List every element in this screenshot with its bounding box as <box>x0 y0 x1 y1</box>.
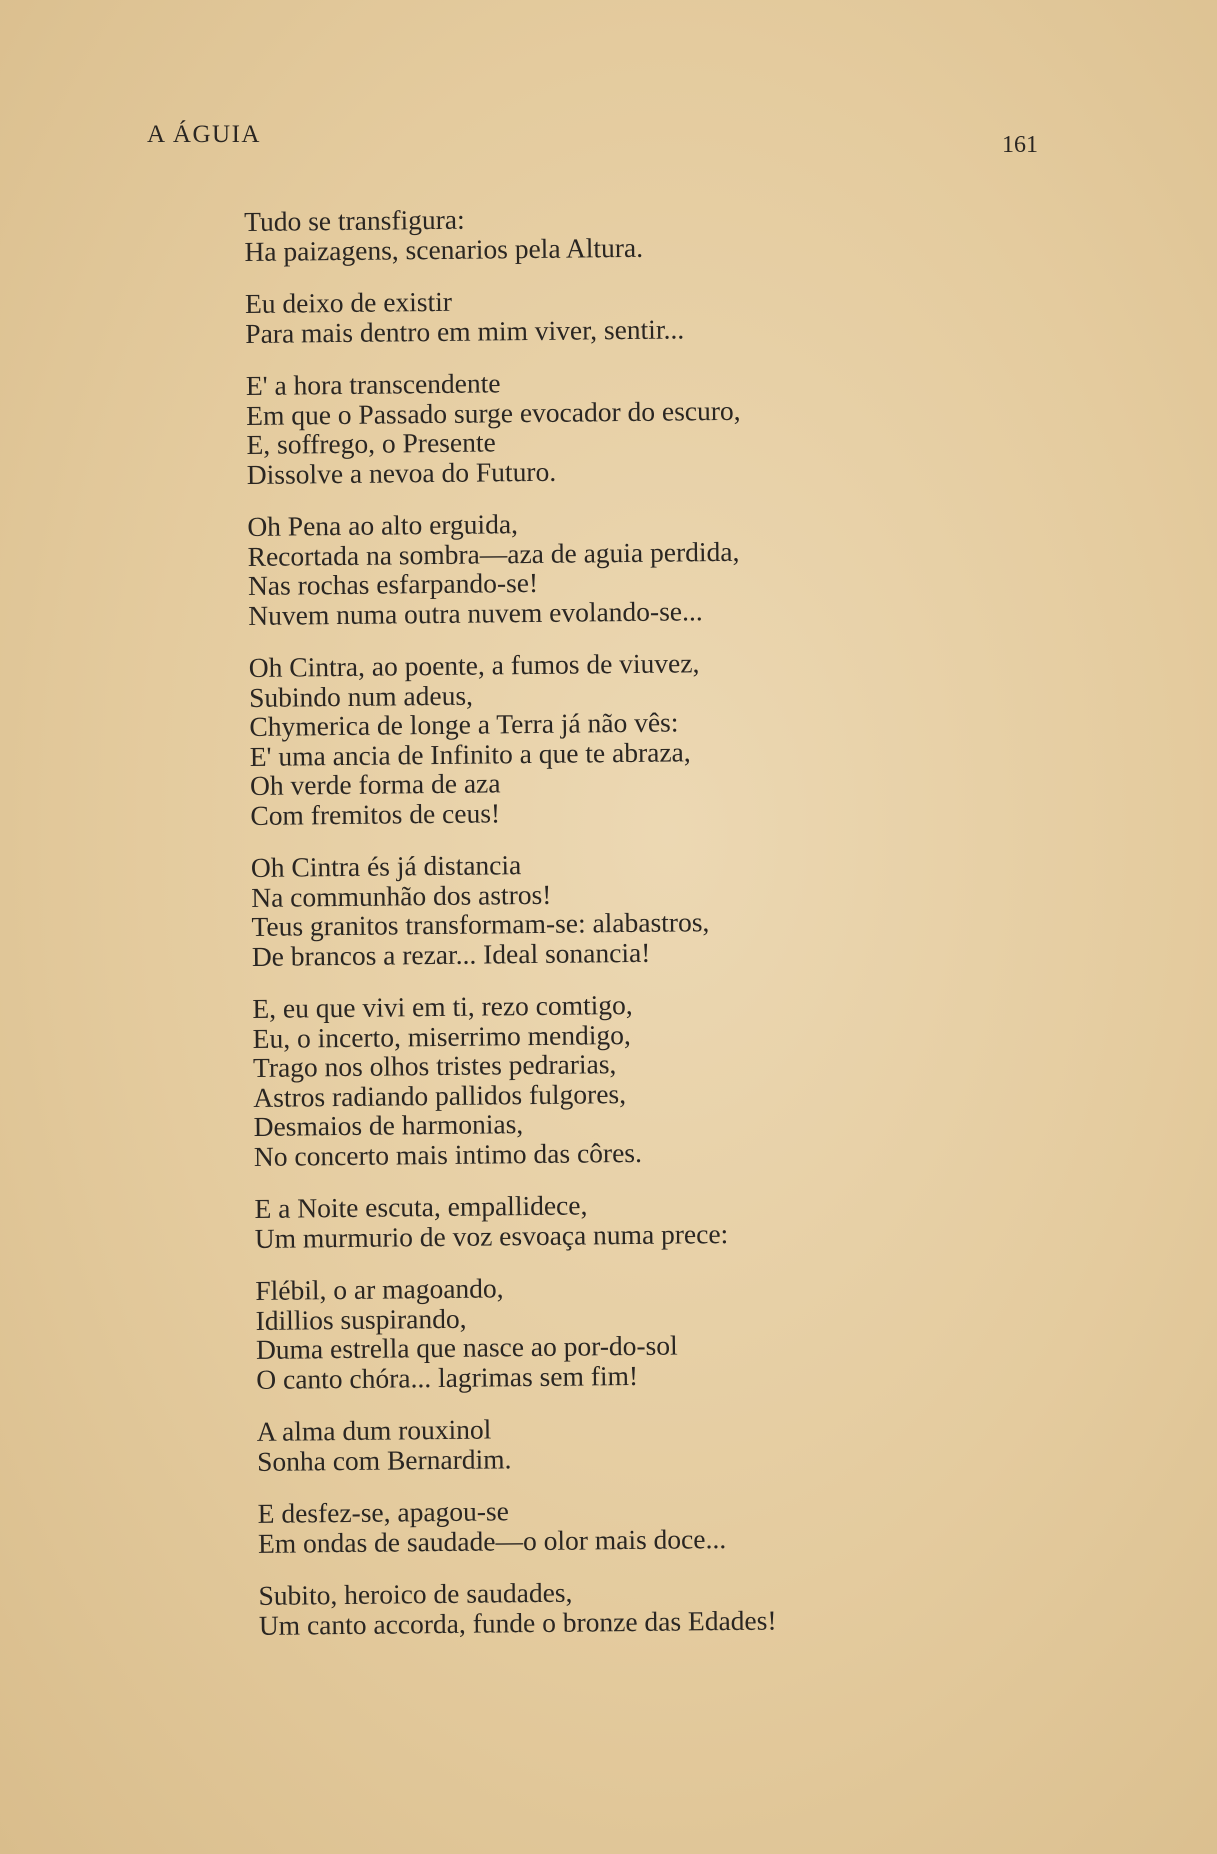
poem-line: Para mais dentro em mim viver, sentir... <box>245 312 685 349</box>
poem-line: Dissolve a nevoa do Futuro. <box>246 455 557 490</box>
poem-line: Sonha com Bernardim. <box>256 1442 512 1477</box>
stanza <box>255 1267 1156 1394</box>
poem-line: Astros radiando pallidos fulgores, <box>253 1077 627 1113</box>
stanza <box>258 1572 1159 1640</box>
poem-line: Oh Pena ao alto erguida, <box>247 508 519 542</box>
poem-line: Idillios suspirando, <box>255 1302 467 1336</box>
poem-line: O canto chóra... lagrimas sem fim! <box>256 1359 639 1395</box>
stanza <box>251 844 1152 971</box>
stanza <box>254 1185 1155 1253</box>
poem-line: Subito, heroico de saudades, <box>258 1576 573 1611</box>
poem-line: Em que o Passado surge evocador do escuro, <box>246 394 741 431</box>
poem-line: E, soffrego, o Presente <box>246 426 496 460</box>
running-header-title: A ÁGUIA <box>147 121 261 148</box>
poem-line: E' a hora transcendente <box>245 367 501 401</box>
poem-line: Um canto accorda, funde o bronze das Edades! <box>258 1604 777 1641</box>
poem-line: Recortada na sombra—aza de aguia perdida, <box>247 535 740 572</box>
poem-line: Teus granitos transformam-se: alabastros, <box>251 906 710 942</box>
poem-line: Com fremitos de ceus! <box>250 796 501 831</box>
stanza <box>257 1408 1158 1476</box>
stanza <box>247 503 1148 630</box>
poem-line: De brancos a rezar... Ideal sonancia! <box>251 936 651 972</box>
poem-line: E a Noite escuta, empallidece, <box>254 1189 588 1224</box>
stanza <box>245 280 1146 348</box>
stanza <box>258 1490 1159 1558</box>
poem-line: No concerto mais intimo das côres. <box>253 1136 643 1172</box>
poem-line: Oh Cintra és já distancia <box>250 849 522 883</box>
poem-line: E, eu que vivi em ti, rezo comtigo, <box>252 988 633 1024</box>
poem-line: Oh verde forma de aza <box>249 767 501 801</box>
poem-line: Subindo num adeus, <box>248 679 474 713</box>
poem-line: Nas rochas esfarpando-se! <box>247 566 539 601</box>
stanza <box>249 644 1151 830</box>
stanza <box>246 362 1147 489</box>
poem-line: Eu, o incerto, miserrimo mendigo, <box>252 1018 631 1054</box>
poem-line: Trago nos olhos tristes pedrarias, <box>252 1048 617 1083</box>
poem-line: A alma dum rouxinol <box>256 1413 492 1447</box>
poem-line: Um murmurio de voz esvoaça numa prece: <box>254 1217 729 1254</box>
poem-line: Em ondas de saudade—o olor mais doce... <box>257 1522 727 1559</box>
poem-line: Eu deixo de existir <box>244 285 453 319</box>
poem-line: Tudo se transfigura: <box>243 203 465 237</box>
poem-line: Flébil, o ar magoando, <box>255 1272 504 1306</box>
poem-line: Oh Cintra, ao poente, a fumos de viuvez, <box>248 647 700 683</box>
poem-line: Desmaios de harmonias, <box>253 1108 524 1142</box>
poem-line: E desfez-se, apagou-se <box>257 1495 510 1529</box>
poem-line: Chymerica de longe a Terra já não vês: <box>249 706 679 742</box>
poem-body <box>244 198 1159 1663</box>
poem-line: Na communhão dos astros! <box>251 878 552 913</box>
page-number: 161 <box>1002 132 1038 158</box>
poem-line: Nuvem numa outra nuvem evolando-se... <box>248 594 703 631</box>
poem-line: Ha paizagens, scenarios pela Altura. <box>244 231 644 267</box>
stanza <box>252 985 1154 1171</box>
poem-line: Duma estrella que nasce ao por-do-sol <box>255 1329 678 1365</box>
poem-line: E' uma ancia de Infinito a que te abraza, <box>249 735 691 772</box>
stanza <box>244 198 1145 266</box>
